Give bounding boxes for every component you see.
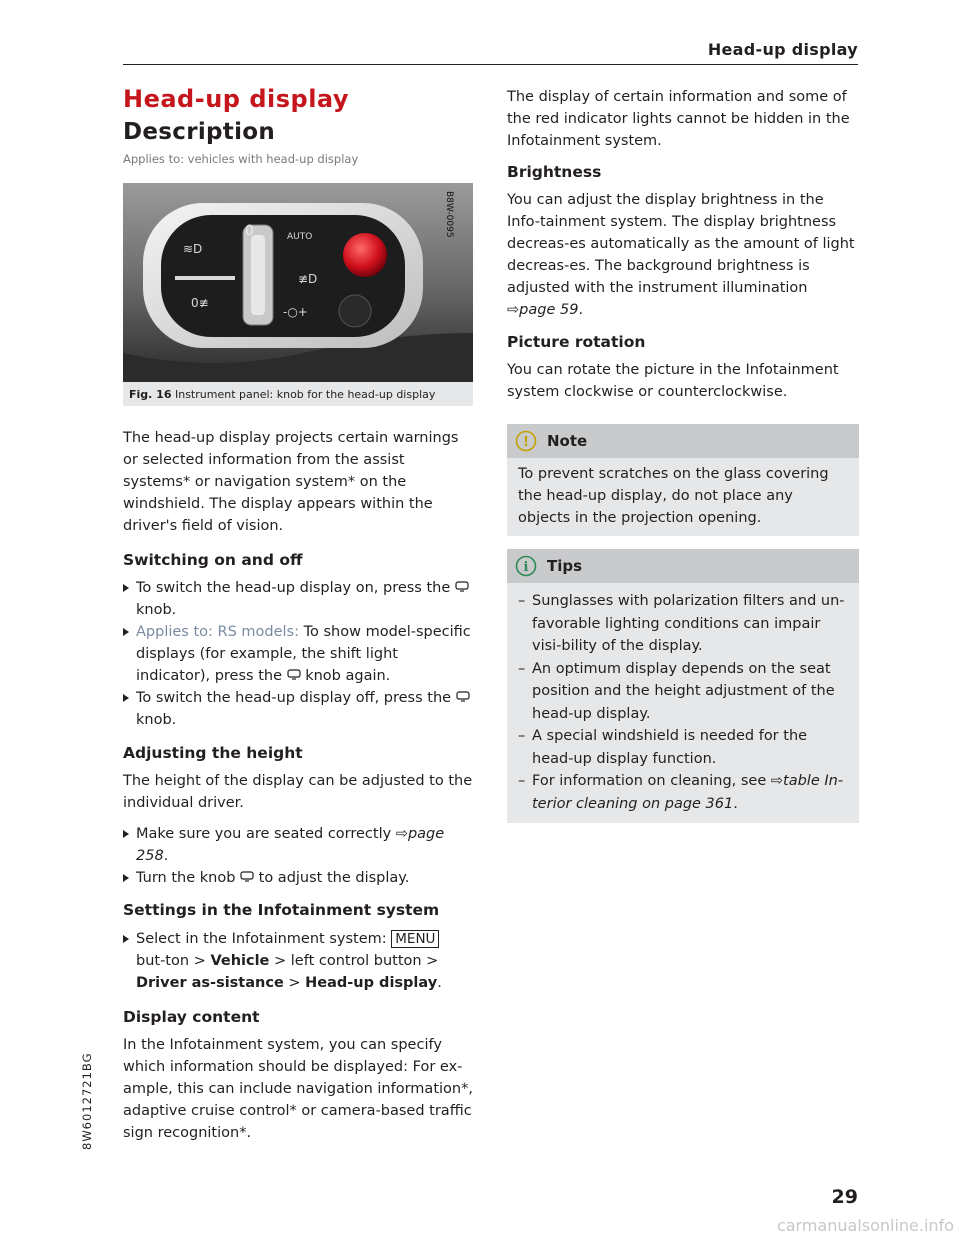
step-arrow-icon [123,584,129,592]
page-ref-59[interactable]: page 59 [519,302,579,318]
step-arrow-icon [123,935,129,943]
knob-label-auto: AUTO [287,232,313,242]
svg-text:0≢: 0≢ [191,296,209,310]
figure-caption [123,382,473,406]
left-column [123,85,473,1144]
heading-rotation: Picture rotation [507,333,646,351]
running-header: Head-up display [707,40,858,59]
svg-text:≢D: ≢D [298,272,318,286]
heading-brightness: Brightness [507,163,602,181]
tip-item: – For information on cleaning, see ⇨table In-terior cleaning on page 361. [518,773,844,812]
note-text: To prevent scratches on the glass covering the head-up display, do not place any objects in the projection opening. [518,466,829,526]
hud-knob [343,233,387,277]
caption-label: Fig. 16 [129,388,172,401]
right-column [507,86,859,823]
tip-item: – An optimum display depends on the seat position and the height adjustment of the head-up display. [518,660,835,722]
applies-note: Applies to: vehicles with head-up display [123,152,359,166]
step-seated: Make sure you are seated correctly ⇨page 258. [123,823,473,867]
knob-photo [123,183,473,382]
svg-text:≋D: ≋D [183,242,203,256]
hud-icon [240,871,254,883]
heading-display-content: Display content [123,1008,260,1026]
hud-icon [456,691,470,703]
rotation-paragraph: You can rotate the picture in the Infotainment system clockwise or counterclockwise. [507,362,839,400]
svg-text:i: i [523,560,529,575]
heading-switching: Switching on and off [123,551,303,569]
tip-item: – A special windshield is needed for the head-up display function. [518,728,808,767]
tips-header [507,549,859,583]
menu-key: MENU [391,930,439,948]
step-arrow-icon [123,830,129,838]
figure-code: B8W-0095 [444,191,454,238]
brightness-paragraph: You can adjust the display brightness in the Info-tainment system. The display brightness decreas-es automatically as the amount of light decreas-es. The background brightness is adjusted with the instrument illumination ⇨page 59. [507,192,855,318]
step-arrow-icon [123,874,129,882]
figure-16 [123,183,473,406]
step-select-menu: Select in the Infotainment system: MENU but-ton > Vehicle > left control button > Driver as-sistance > Head-up display. [123,928,473,994]
step-arrow-icon [123,628,129,636]
tips-title: Tips [547,557,583,575]
chapter-title: Head-up display [123,85,350,113]
step-switch-off: To switch the head-up display off, press the knob. [123,687,473,731]
height-paragraph: The height of the display can be adjusted to the individual driver. [123,773,473,811]
step-rs-models: Applies to: RS models: To show model-specific displays (for example, the shift light indicator), press the knob again. [123,621,473,687]
note-title: Note [547,432,588,450]
page-ref-258[interactable]: page 258 [136,826,445,864]
tips-box [507,549,859,823]
watermark: carmanualsonline.info [776,1216,954,1235]
note-header [507,424,859,458]
tips-list [507,583,859,823]
heading-height: Adjusting the height [123,744,303,762]
intro-paragraph: The head-up display projects certain warnings or selected information from the assist systems* or navigation system* on the windshield. The display appears within the driver's field of vision. [123,430,459,534]
height-steps [123,823,473,889]
caption-text: Instrument panel: knob for the head-up display [174,388,436,401]
settings-steps [123,928,473,994]
section-title: Description [123,119,276,145]
display-content-paragraph: In the Infotainment system, you can specify which information should be displayed: For ex-ample, this can include navigation information*, adaptive cruise control* or camera-based traffic sign recognition*. [123,1037,473,1141]
info-circle-icon [515,555,537,577]
step-turn-knob: Turn the knob to adjust the display. [123,867,473,889]
switching-steps [123,577,473,731]
page-number: 29 [831,1186,858,1208]
svg-text:!: ! [523,435,529,450]
svg-text:-○+: -○+ [283,305,308,319]
right-intro-paragraph: The display of certain information and some of the red indicator lights cannot be hidden in the Infotainment system. [507,89,850,149]
hud-icon [287,669,301,681]
note-box [507,424,859,536]
warning-circle-icon [515,430,537,452]
hud-icon [455,581,469,593]
heading-settings: Settings in the Infotainment system [123,901,440,919]
header-rule [123,64,858,65]
table-ref-cleaning[interactable]: table In-terior cleaning on page 361 [532,773,844,812]
step-switch-on: To switch the head-up display on, press the knob. [123,577,473,621]
tip-item: – Sunglasses with polarization filters and un-favorable lighting conditions can impair visi-bility of the display. [518,593,845,654]
knob-label-zero: 0 [245,223,254,239]
step-arrow-icon [123,694,129,702]
document-code: 8W6012721BG [80,1052,94,1150]
